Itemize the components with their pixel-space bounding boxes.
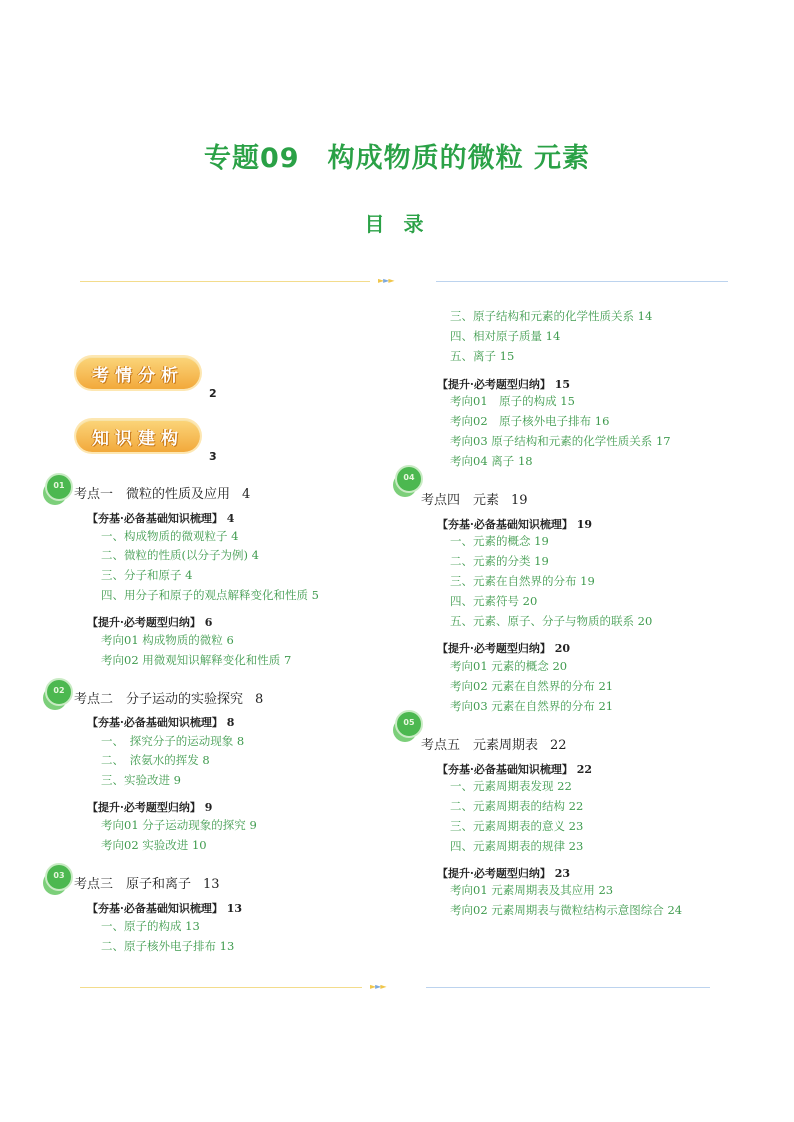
toc-point-3[interactable] (74, 873, 220, 892)
toc-item[interactable]: 考向02 用微观知识解释变化和性质 7 (101, 653, 292, 667)
toc-section[interactable]: 【夯基·必备基础知识梳理】 19 (437, 518, 592, 531)
toc-point-label: 考点五 元素周期表 (421, 738, 539, 753)
toc-item[interactable]: 二、 浓氨水的挥发 8 (101, 753, 210, 767)
toc-item[interactable]: 五、元素、原子、分子与物质的联系 20 (450, 614, 653, 628)
toc-item[interactable]: 三、原子结构和元素的化学性质关系 14 (450, 309, 653, 323)
toc-item[interactable]: 三、分子和原子 4 (101, 568, 193, 582)
toc-point-label: 考点一 微粒的性质及应用 (74, 487, 231, 502)
divider-bottom-right (426, 987, 710, 988)
toc-point-1[interactable] (74, 483, 250, 502)
toc-section[interactable]: 【夯基·必备基础知识梳理】 4 (87, 512, 235, 525)
toc-item[interactable]: 五、离子 15 (450, 349, 515, 363)
toc-item[interactable]: 一、元素的概念 19 (450, 534, 549, 548)
badge-knowledge-structure[interactable] (76, 420, 200, 452)
toc-point-page: 4 (242, 487, 251, 502)
toc-item[interactable]: 三、实验改进 9 (101, 773, 181, 787)
toc-point-label: 考点四 元素 (421, 493, 500, 508)
arrow-divider-icon: ►►► (370, 982, 386, 991)
badge-label: 知识建构 (92, 429, 184, 449)
toc-item[interactable]: 三、元素周期表的意义 23 (450, 819, 584, 833)
toc-item[interactable]: 考向02 原子核外电子排布 16 (450, 414, 610, 428)
toc-item[interactable]: 一、构成物质的微观粒子 4 (101, 529, 239, 543)
toc-item[interactable]: 四、相对原子质量 14 (450, 329, 561, 343)
page-title: 专题09 构成物质的微粒 元素 (204, 143, 590, 174)
toc-heading: 目 录 (364, 212, 430, 236)
toc-section[interactable]: 【夯基·必备基础知识梳理】 13 (87, 902, 242, 915)
toc-point-4[interactable] (421, 489, 528, 508)
number-circle-icon: 02 (45, 678, 73, 706)
toc-item[interactable]: 四、用分子和原子的观点解释变化和性质 5 (101, 588, 319, 602)
toc-item[interactable]: 考向01 分子运动现象的探究 9 (101, 818, 257, 832)
toc-section[interactable]: 【提升·必考题型归纳】 15 (437, 378, 570, 391)
toc-point-5[interactable] (421, 734, 567, 753)
number-circle-icon: 04 (395, 465, 423, 493)
toc-point-label: 考点三 原子和离子 (74, 877, 192, 892)
toc-item[interactable]: 二、元素的分类 19 (450, 554, 549, 568)
toc-item[interactable]: 二、原子核外电子排布 13 (101, 939, 235, 953)
toc-point-page: 22 (550, 738, 567, 753)
toc-item[interactable]: 考向03 原子结构和元素的化学性质关系 17 (450, 434, 671, 448)
toc-section[interactable]: 【提升·必考题型归纳】 9 (87, 801, 213, 814)
toc-item[interactable]: 考向03 元素在自然界的分布 21 (450, 699, 614, 713)
number-circle-icon: 01 (45, 473, 73, 501)
toc-point-page: 8 (255, 692, 264, 707)
toc-section[interactable]: 【夯基·必备基础知识梳理】 22 (437, 763, 592, 776)
toc-item[interactable]: 一、 探究分子的运动现象 8 (101, 734, 245, 748)
toc-item[interactable]: 考向01 原子的构成 15 (450, 394, 575, 408)
toc-point-page: 19 (511, 493, 528, 508)
toc-item[interactable]: 考向01 元素周期表及其应用 23 (450, 883, 614, 897)
toc-point-page: 13 (203, 877, 220, 892)
toc-item[interactable]: 考向02 元素在自然界的分布 21 (450, 679, 614, 693)
toc-section[interactable]: 【夯基·必备基础知识梳理】 8 (87, 716, 235, 729)
toc-item[interactable]: 一、元素周期表发现 22 (450, 779, 572, 793)
toc-item[interactable]: 考向02 实验改进 10 (101, 838, 207, 852)
toc-section[interactable]: 【提升·必考题型归纳】 6 (87, 616, 213, 629)
badge-label: 考情分析 (92, 366, 184, 386)
toc-item[interactable]: 考向01 构成物质的微粒 6 (101, 633, 234, 647)
toc-point-2[interactable] (74, 688, 263, 707)
toc-item[interactable]: 三、元素在自然界的分布 19 (450, 574, 595, 588)
toc-item[interactable]: 考向04 离子 18 (450, 454, 533, 468)
toc-item[interactable]: 一、原子的构成 13 (101, 919, 200, 933)
number-circle-icon: 03 (45, 863, 73, 891)
toc-section[interactable]: 【提升·必考题型归纳】 23 (437, 867, 570, 880)
toc-item[interactable]: 二、元素周期表的结构 22 (450, 799, 584, 813)
divider-top-left (80, 281, 370, 282)
badge-exam-analysis[interactable] (76, 357, 200, 389)
toc-item[interactable]: 四、元素周期表的规律 23 (450, 839, 584, 853)
number-circle-icon: 05 (395, 710, 423, 738)
toc-point-label: 考点二 分子运动的实验探究 (74, 692, 244, 707)
toc-item[interactable]: 四、元素符号 20 (450, 594, 538, 608)
toc-item[interactable]: 二、微粒的性质(以分子为例) 4 (101, 548, 259, 562)
toc-section[interactable]: 【提升·必考题型归纳】 20 (437, 642, 570, 655)
divider-bottom-left (80, 987, 362, 988)
toc-item[interactable]: 考向02 元素周期表与微粒结构示意图综合 24 (450, 903, 683, 917)
arrow-divider-icon: ►►► (378, 276, 394, 285)
toc-item[interactable]: 考向01 元素的概念 20 (450, 659, 568, 673)
badge-page: 2 (209, 387, 217, 400)
divider-top-right (436, 281, 728, 282)
badge-page: 3 (209, 450, 217, 463)
